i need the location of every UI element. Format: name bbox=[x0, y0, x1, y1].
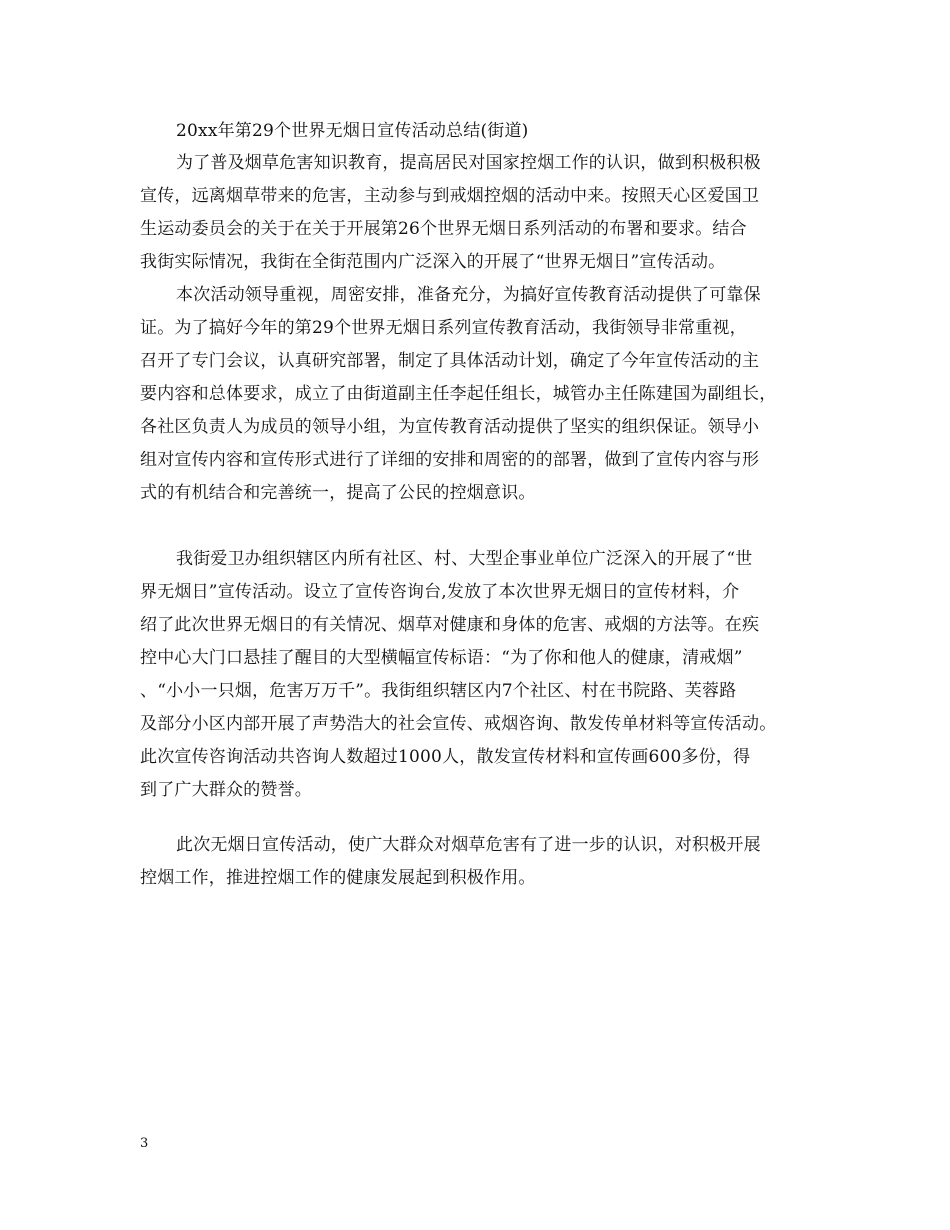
paragraph-line: 式的有机结合和完善统一，提高了公民的控烟意识。 bbox=[140, 483, 536, 503]
paragraph-line: 本次活动领导重视，周密安排，准备充分，为搞好宣传教育活动提供了可靠保 bbox=[176, 285, 761, 305]
paragraph-line: 控中心大门口悬挂了醒目的大型横幅宣传标语：“为了你和他人的健康，清戒烟” bbox=[140, 648, 743, 668]
paragraph-line: 要内容和总体要求，成立了由街道副主任李起任组长，城管办主任陈建国为副组长， bbox=[140, 384, 777, 404]
paragraph-line: 组对宣传内容和宣传形式进行了详细的安排和周密的的部署，做到了宣传内容与形 bbox=[140, 450, 760, 470]
paragraph-line: 生运动委员会的关于在关于开展第26个世界无烟日系列活动的布署和要求。结合 bbox=[140, 219, 747, 239]
paragraph-line: 绍了此次世界无烟日的有关情况、烟草对健康和身体的危害、戒烟的方法等。在疾 bbox=[140, 615, 760, 635]
paragraph-line: 此次无烟日宣传活动，使广大群众对烟草危害有了进一步的认识，对积极开展 bbox=[176, 835, 761, 855]
paragraph-line: 、“小小一只烟，危害万万千”。我街组织辖区内7个社区、村在书院路、芙蓉路 bbox=[140, 681, 737, 701]
paragraph-line: 到了广大群众的赞誉。 bbox=[140, 780, 312, 800]
paragraph-line: 我街实际情况，我街在全街范围内广泛深入的开展了“世界无烟日”宣传活动。 bbox=[140, 252, 726, 272]
paragraph-line: 此次宣传咨询活动共咨询人数超过1000人，散发宣传材料和宣传画600多份，得 bbox=[140, 747, 751, 767]
paragraph-line: 证。为了搞好今年的第29个世界无烟日系列宣传教育活动，我街领导非常重视， bbox=[140, 318, 747, 338]
paragraph-line: 我街爱卫办组织辖区内所有社区、村、大型企事业单位广泛深入的开展了“世 bbox=[176, 549, 753, 569]
paragraph-line: 界无烟日”宣传活动。设立了宣传咨询台,发放了本次世界无烟日的宣传材料，介 bbox=[140, 582, 740, 602]
document-title: 20xx年第29个世界无烟日宣传活动总结(街道) bbox=[176, 121, 529, 141]
paragraph-line: 各社区负责人为成员的领导小组，为宣传教育活动提供了坚实的组织保证。领导小 bbox=[140, 417, 760, 437]
paragraph-line: 控烟工作，推进控烟工作的健康发展起到积极作用。 bbox=[140, 868, 536, 888]
paragraph-line: 宣传，远离烟草带来的危害，主动参与到戒烟控烟的活动中来。按照天心区爱国卫 bbox=[140, 186, 760, 206]
page-number: 3 bbox=[140, 1136, 149, 1151]
paragraph-line: 为了普及烟草危害知识教育，提高居民对国家控烟工作的认识，做到积极积极 bbox=[176, 153, 761, 173]
paragraph-line: 召开了专门会议，认真研究部署，制定了具体活动计划，确定了今年宣传活动的主 bbox=[140, 351, 760, 371]
paragraph-line: 及部分小区内部开展了声势浩大的社会宣传、戒烟咨询、散发传单材料等宣传活动。 bbox=[140, 714, 777, 734]
